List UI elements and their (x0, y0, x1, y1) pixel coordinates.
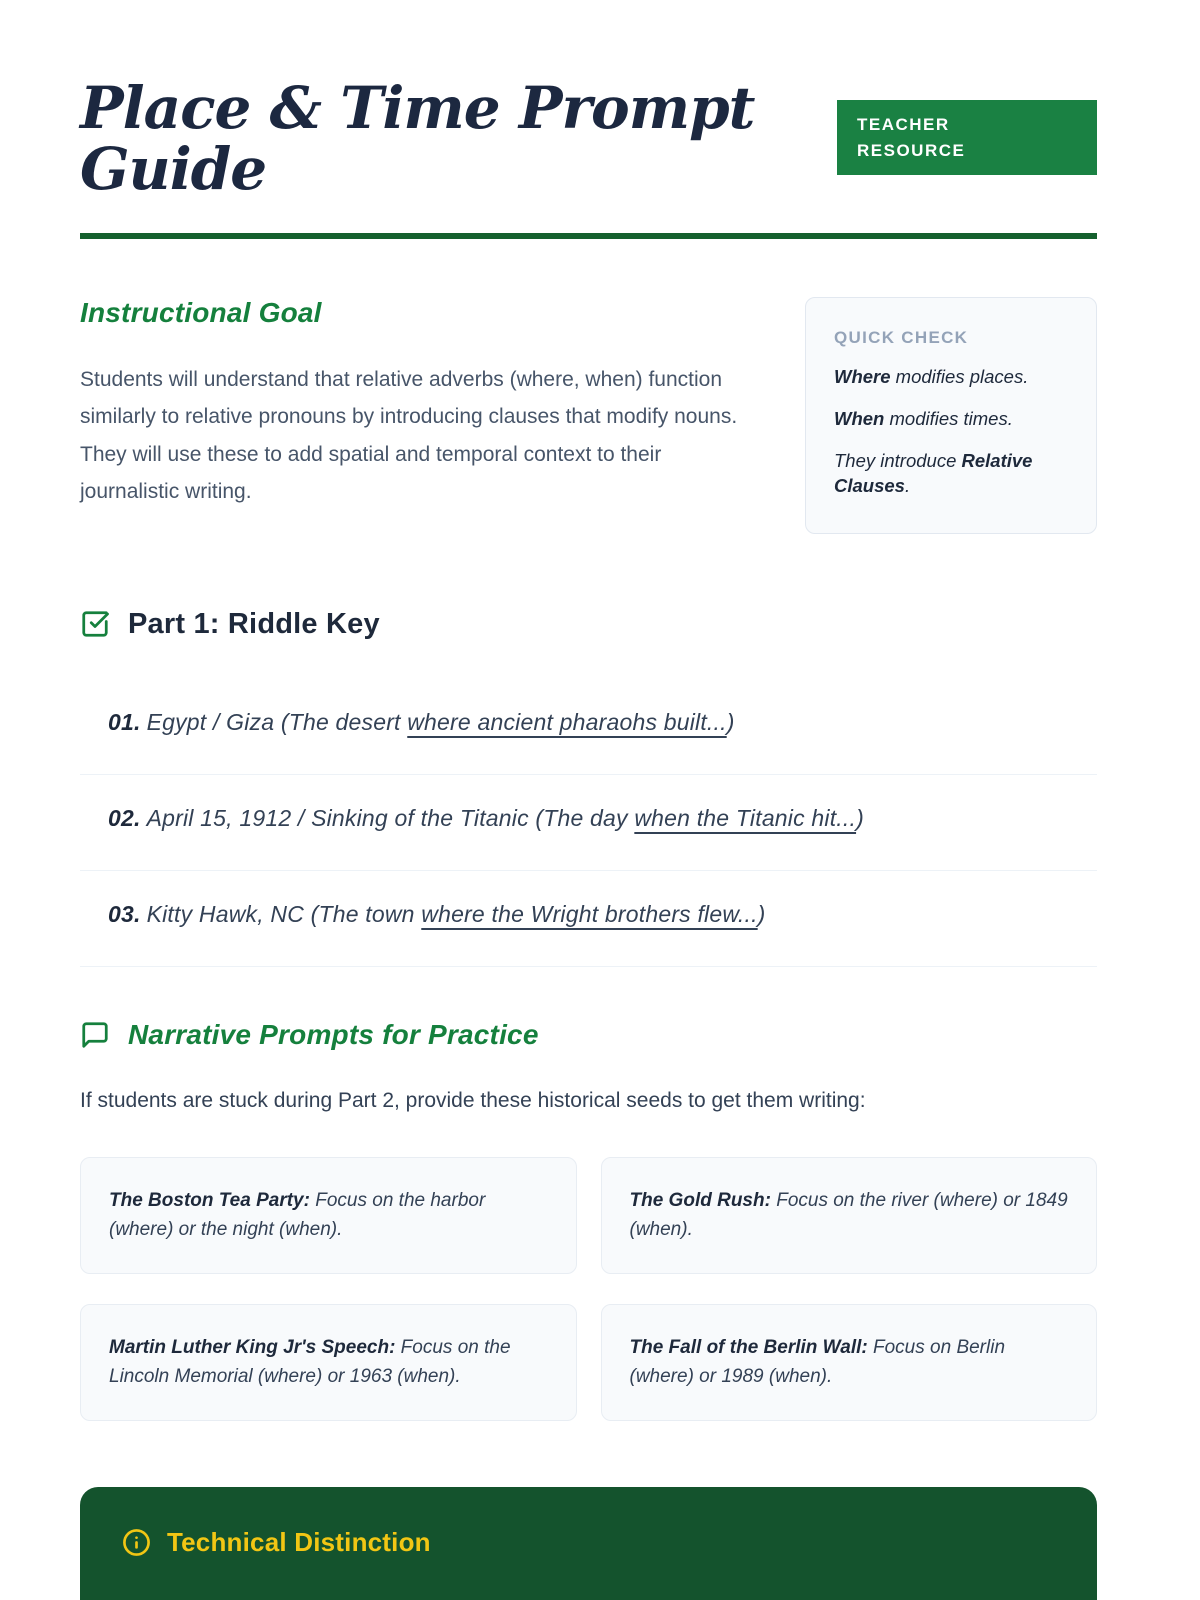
riddle-item: 01. Egypt / Giza (The desert where ancient pharaohs built...) (80, 679, 1097, 775)
badge-label: TEACHER RESOURCE (857, 115, 966, 160)
narrative-section (80, 1019, 1097, 1421)
instructional-goal (80, 297, 755, 534)
info-icon (122, 1528, 151, 1557)
prompt-card: The Boston Tea Party: Focus on the harbor (where) or the night (when). (80, 1157, 577, 1274)
speech-bubble-icon (80, 1020, 110, 1050)
prompt-cards (80, 1157, 1097, 1421)
quick-check-line: They introduce Relative Clauses. (834, 449, 1033, 496)
instructional-goal-body: Students will understand that relative adverbs (where, when) function similarly to relative pronouns by introducing clauses that modify nouns. They will use these to add spatial and temporal context to their journalistic writing. (80, 367, 738, 504)
riddle-item: 02. April 15, 1912 / Sinking of the Titanic (The day when the Titanic hit...) (80, 775, 1097, 871)
narrative-heading: Narrative Prompts for Practice (128, 1018, 539, 1050)
page-title: Place & Time Prompt Guide (80, 74, 755, 204)
riddle-list (80, 679, 1097, 967)
quick-check-line: Where modifies places. (834, 365, 1029, 387)
instructional-goal-heading: Instructional Goal (80, 296, 322, 328)
goal-section (80, 297, 1097, 534)
technical-distinction-panel (80, 1487, 1097, 1600)
panel-heading: Technical Distinction (167, 1526, 431, 1557)
header (80, 74, 1097, 204)
part1-section (80, 608, 1097, 967)
prompt-card: Martin Luther King Jr's Speech: Focus on the Lincoln Memorial (where) or 1963 (when). (80, 1304, 577, 1421)
riddle-item: 03. Kitty Hawk, NC (The town where the Wright brothers flew...) (80, 871, 1097, 967)
teacher-resource-badge (837, 100, 1097, 175)
prompt-card: The Fall of the Berlin Wall: Focus on Berlin (where) or 1989 (when). (601, 1304, 1098, 1421)
part1-heading: Part 1: Riddle Key (128, 607, 380, 640)
title-divider (80, 233, 1097, 239)
prompt-card: The Gold Rush: Focus on the river (where) or 1849 (when). (601, 1157, 1098, 1274)
panel-heading-row (122, 1527, 1055, 1558)
quick-check-box (805, 297, 1097, 534)
quick-check-label: QUICK CHECK (834, 327, 969, 347)
check-square-icon (80, 609, 110, 639)
narrative-heading-row (80, 1019, 1097, 1051)
part1-heading-row (80, 608, 1097, 641)
narrative-intro: If students are stuck during Part 2, provide these historical seeds to get them writing: (80, 1088, 866, 1112)
quick-check-line: When modifies times. (834, 407, 1013, 429)
